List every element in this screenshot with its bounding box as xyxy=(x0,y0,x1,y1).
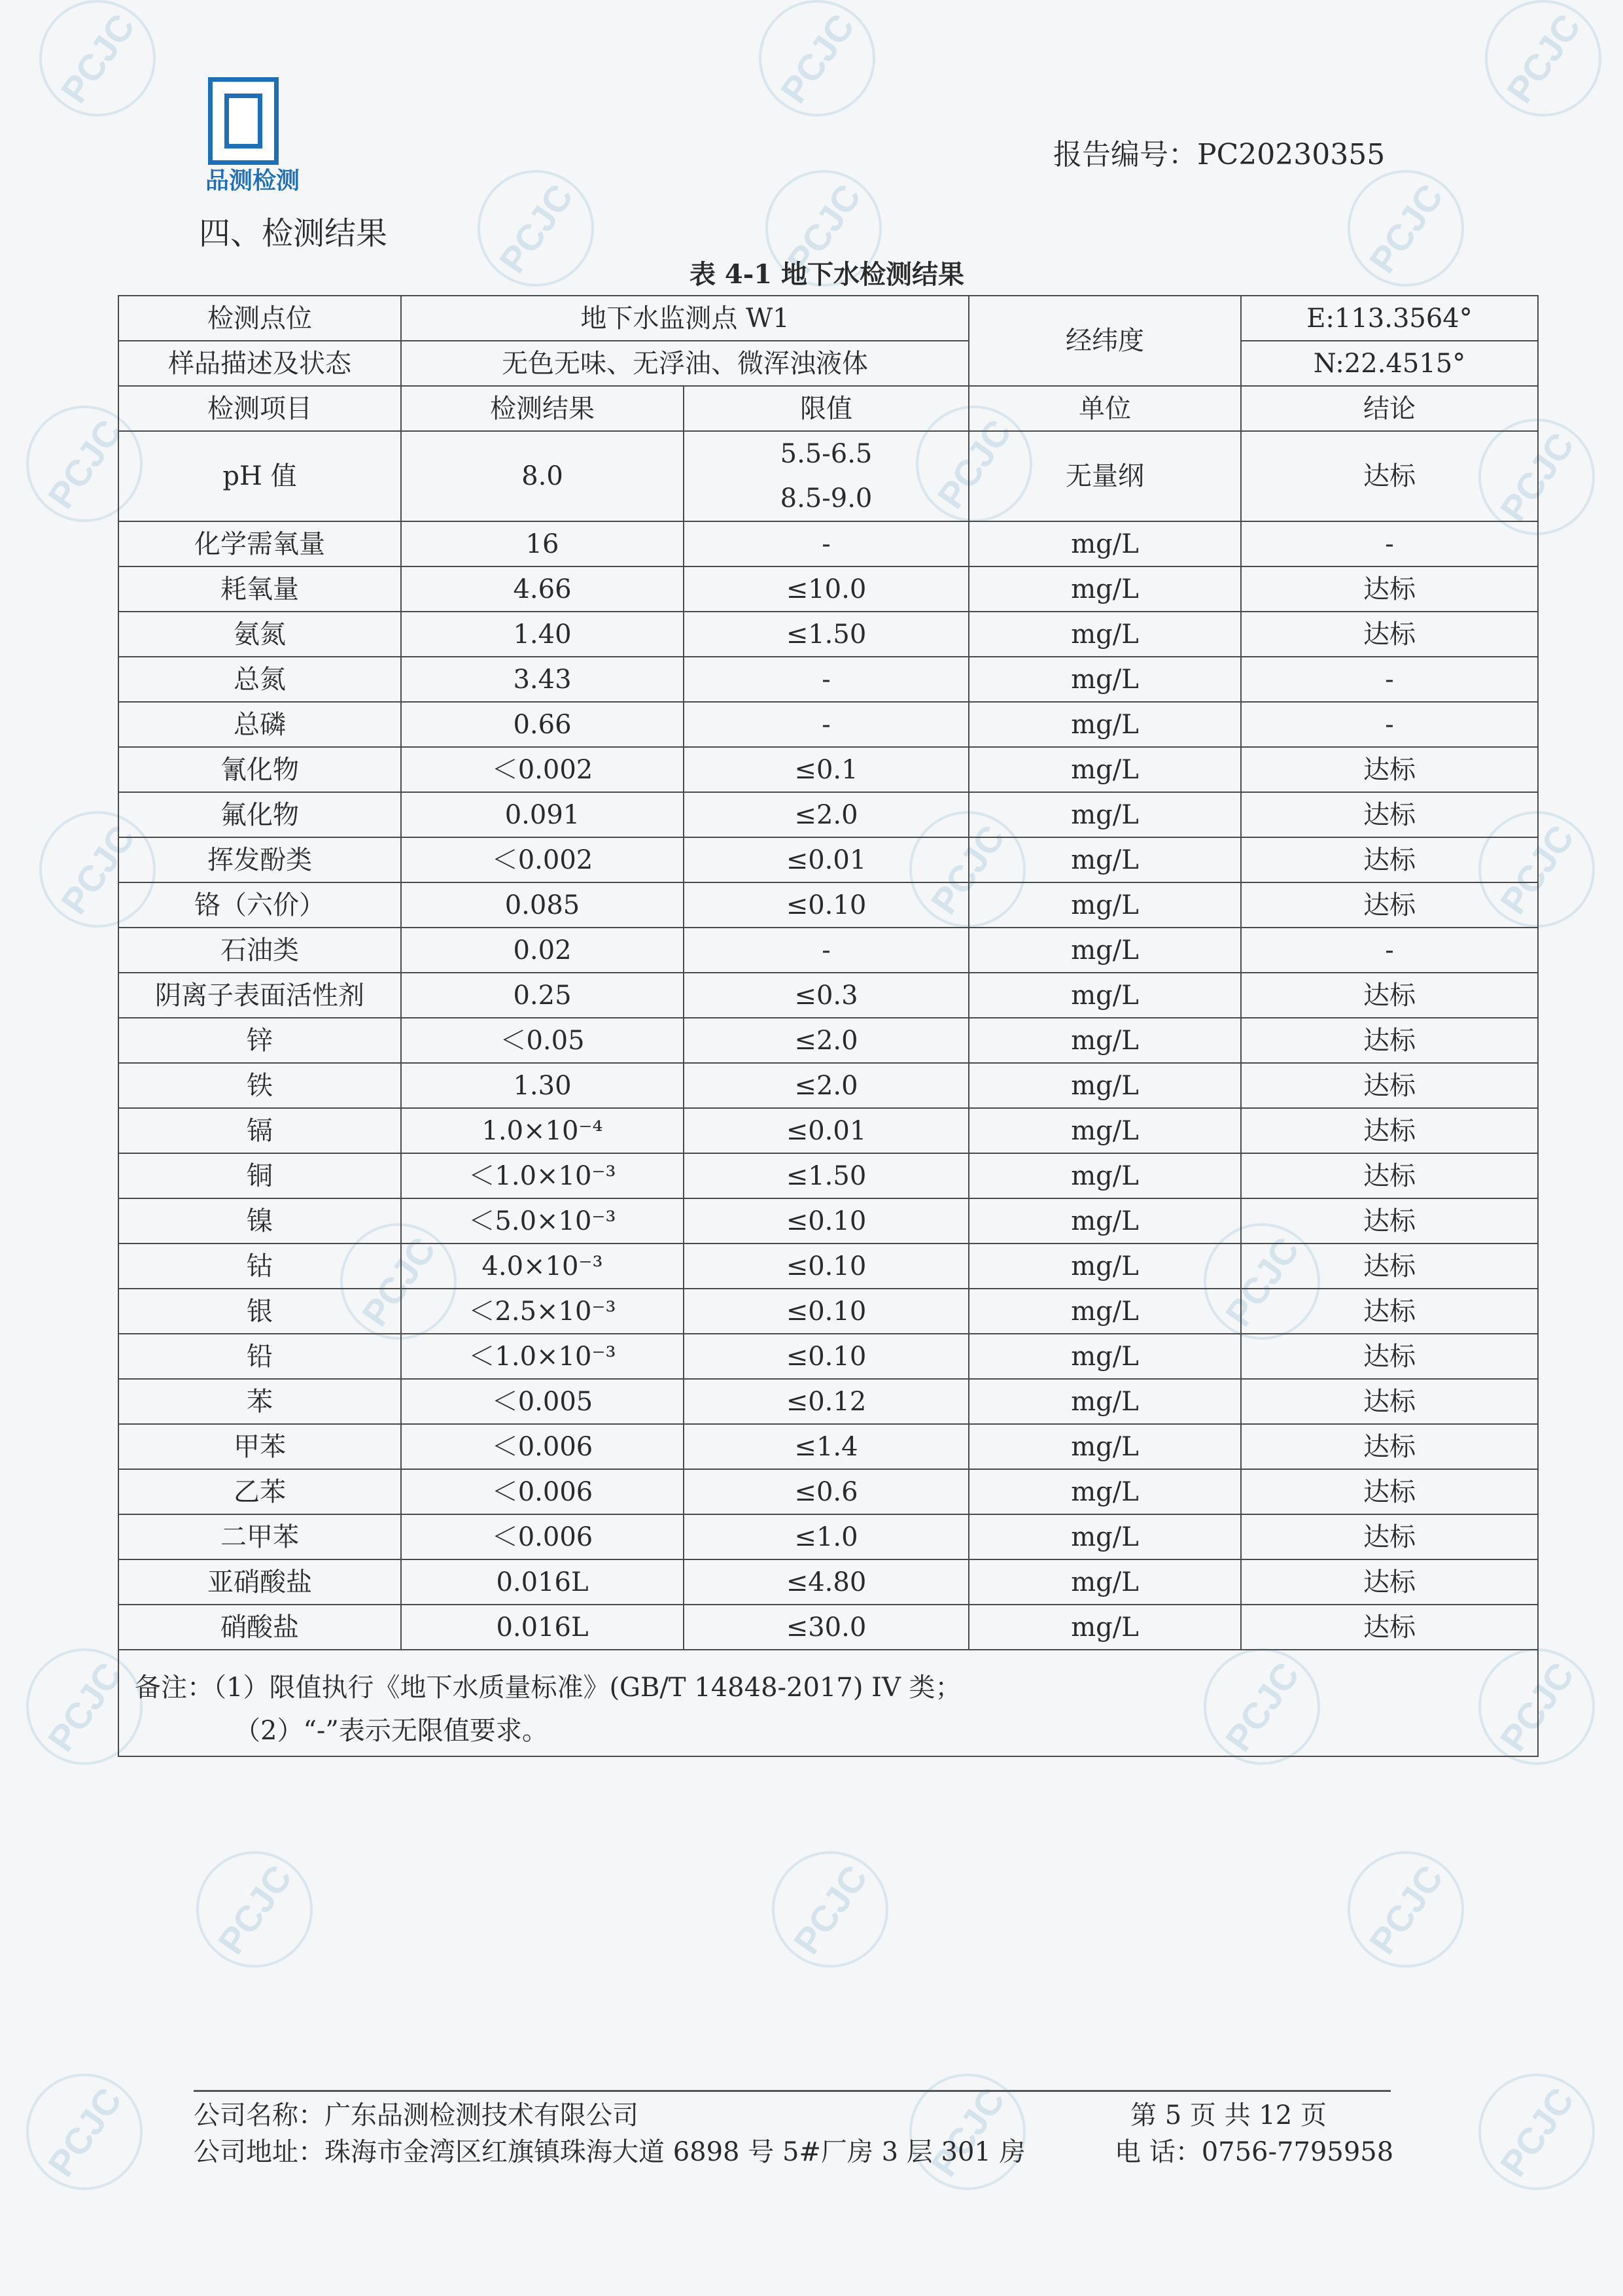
watermark-seal: PCJC xyxy=(16,788,179,950)
result-cell: 0.085 xyxy=(401,882,684,928)
limit-cell: ≤0.10 xyxy=(684,1244,969,1289)
item-cell: 氰化物 xyxy=(118,747,401,792)
limit-cell: ≤0.10 xyxy=(684,1289,969,1334)
conclusion-cell: 达标 xyxy=(1241,1605,1538,1650)
section-title: 四、检测结果 xyxy=(199,215,388,252)
table-row xyxy=(118,1063,1538,1108)
watermark-seal: PCJC xyxy=(317,1200,480,1363)
watermark-seal: PCJC xyxy=(1456,2051,1618,2213)
unit-cell: mg/L xyxy=(969,1198,1241,1244)
conclusion-cell: 达标 xyxy=(1241,1198,1538,1244)
watermark-seal: PCJC xyxy=(1456,396,1618,558)
result-cell: 1.30 xyxy=(401,1063,684,1108)
table-row xyxy=(118,837,1538,882)
point-label: 检测点位 xyxy=(118,296,401,341)
item-cell: 银 xyxy=(118,1289,401,1334)
table-row xyxy=(118,1108,1538,1153)
unit-cell: mg/L xyxy=(969,1289,1241,1334)
limit-cell: ≤0.01 xyxy=(684,1108,969,1153)
unit-cell: mg/L xyxy=(969,928,1241,973)
result-cell: ＜1.0×10⁻³ xyxy=(401,1153,684,1198)
result-cell: 0.02 xyxy=(401,928,684,973)
watermark-seal: PCJC xyxy=(749,1828,911,1991)
conclusion-cell: 达标 xyxy=(1241,837,1538,882)
unit-cell: mg/L xyxy=(969,1514,1241,1559)
info-row-sample xyxy=(118,341,1538,386)
result-cell: 0.25 xyxy=(401,973,684,1018)
unit-cell: mg/L xyxy=(969,837,1241,882)
table-row xyxy=(118,1379,1538,1424)
company-logo-icon xyxy=(208,77,279,165)
item-cell: 硝酸盐 xyxy=(118,1605,401,1650)
table-row xyxy=(118,1018,1538,1063)
table-row xyxy=(118,747,1538,792)
table-row xyxy=(118,521,1538,566)
conclusion-cell: 达标 xyxy=(1241,1063,1538,1108)
limit-cell: - xyxy=(684,702,969,747)
table-row xyxy=(118,431,1538,521)
footer-divider xyxy=(194,2090,1391,2092)
result-cell: 0.016L xyxy=(401,1605,684,1650)
item-cell: 乙苯 xyxy=(118,1469,401,1514)
item-cell: 镍 xyxy=(118,1198,401,1244)
watermark-seal: PCJC xyxy=(1325,1828,1487,1991)
table-row xyxy=(118,1559,1538,1605)
result-cell: ＜0.005 xyxy=(401,1379,684,1424)
table-row xyxy=(118,1198,1538,1244)
conclusion-cell: 达标 xyxy=(1241,973,1538,1018)
conclusion-cell: 达标 xyxy=(1241,1108,1538,1153)
limit-cell: ≤0.10 xyxy=(684,1334,969,1379)
limit-cell: ≤10.0 xyxy=(684,566,969,612)
table-row xyxy=(118,792,1538,837)
limit-cell: ≤1.50 xyxy=(684,612,969,657)
conclusion-cell: 达标 xyxy=(1241,792,1538,837)
note-line-1: 备注：（1）限值执行《地下水质量标准》(GB/T 14848-2017) IV 类； xyxy=(135,1673,962,1703)
item-cell: 铬（六价） xyxy=(118,882,401,928)
table-row xyxy=(118,612,1538,657)
item-cell: 锌 xyxy=(118,1018,401,1063)
conclusion-cell: 达标 xyxy=(1241,1469,1538,1514)
conclusion-cell: 达标 xyxy=(1241,566,1538,612)
limit-cell: ≤1.0 xyxy=(684,1514,969,1559)
unit-cell: mg/L xyxy=(969,1018,1241,1063)
unit-cell: mg/L xyxy=(969,973,1241,1018)
footer-page-number: 第 5 页 共 12 页 xyxy=(1130,2100,1327,2131)
unit-cell: mg/L xyxy=(969,1334,1241,1379)
unit-cell: mg/L xyxy=(969,1108,1241,1153)
limit-cell: ≤0.10 xyxy=(684,882,969,928)
column-header-row xyxy=(118,386,1538,431)
conclusion-cell: 达标 xyxy=(1241,1153,1538,1198)
watermark-seal: PCJC xyxy=(3,1626,166,1788)
conclusion-cell: - xyxy=(1241,521,1538,566)
item-cell: 化学需氧量 xyxy=(118,521,401,566)
watermark-seal: PCJC xyxy=(1325,147,1487,309)
result-cell: 0.66 xyxy=(401,702,684,747)
unit-cell: mg/L xyxy=(969,1469,1241,1514)
limit-cell: ≤1.4 xyxy=(684,1424,969,1469)
limit-cell: ≤0.12 xyxy=(684,1379,969,1424)
column-header: 单位 xyxy=(969,386,1241,431)
table-row xyxy=(118,1514,1538,1559)
item-cell: 氨氮 xyxy=(118,612,401,657)
item-cell: 甲苯 xyxy=(118,1424,401,1469)
notes-cell xyxy=(118,1650,1538,1756)
item-cell: 亚硝酸盐 xyxy=(118,1559,401,1605)
result-cell: ＜1.0×10⁻³ xyxy=(401,1334,684,1379)
info-row-point xyxy=(118,296,1538,341)
watermark-seal: PCJC xyxy=(16,0,179,139)
limit-cell: ≤1.50 xyxy=(684,1153,969,1198)
result-cell: 1.40 xyxy=(401,612,684,657)
unit-cell: mg/L xyxy=(969,882,1241,928)
conclusion-cell: - xyxy=(1241,702,1538,747)
result-cell: ＜0.006 xyxy=(401,1424,684,1469)
table-row xyxy=(118,1289,1538,1334)
report-number: 报告编号：PC20230355 xyxy=(1053,138,1386,171)
result-cell: 0.091 xyxy=(401,792,684,837)
sample-value: 无色无味、无浮油、微浑浊液体 xyxy=(401,341,969,386)
unit-cell: 无量纲 xyxy=(969,431,1241,521)
limit-range-acidic: 5.5-6.5 xyxy=(780,439,873,469)
watermark-seal: PCJC xyxy=(742,147,905,309)
watermark-seal: PCJC xyxy=(1462,0,1623,139)
unit-cell: mg/L xyxy=(969,702,1241,747)
point-value: 地下水监测点 W1 xyxy=(401,296,969,341)
result-cell: ＜2.5×10⁻³ xyxy=(401,1289,684,1334)
limit-cell: ≤2.0 xyxy=(684,1018,969,1063)
limit-cell: ≤0.10 xyxy=(684,1198,969,1244)
watermark-seal: PCJC xyxy=(886,2051,1049,2213)
watermark-seal: PCJC xyxy=(3,2051,166,2213)
conclusion-cell: 达标 xyxy=(1241,431,1538,521)
item-cell: pH 值 xyxy=(118,431,401,521)
watermark-seal: PCJC xyxy=(1456,788,1618,950)
table-row xyxy=(118,1605,1538,1650)
conclusion-cell: 达标 xyxy=(1241,1334,1538,1379)
watermark-seal: PCJC xyxy=(1181,1626,1343,1788)
unit-cell: mg/L xyxy=(969,747,1241,792)
watermark-seal: PCJC xyxy=(173,1828,336,1991)
item-cell: 钴 xyxy=(118,1244,401,1289)
unit-cell: mg/L xyxy=(969,1379,1241,1424)
result-cell: ＜0.006 xyxy=(401,1514,684,1559)
limit-cell: ≤0.3 xyxy=(684,973,969,1018)
result-cell: ＜0.05 xyxy=(401,1018,684,1063)
footer-company: 公司名称：广东品测检测技术有限公司 xyxy=(194,2100,638,2131)
table-row xyxy=(118,882,1538,928)
limit-cell: ≤0.01 xyxy=(684,837,969,882)
conclusion-cell: 达标 xyxy=(1241,1244,1538,1289)
unit-cell: mg/L xyxy=(969,792,1241,837)
item-cell: 氟化物 xyxy=(118,792,401,837)
table-row xyxy=(118,973,1538,1018)
limit-cell: ≤0.6 xyxy=(684,1469,969,1514)
limit-cell: - xyxy=(684,521,969,566)
table-row xyxy=(118,1153,1538,1198)
conclusion-cell: 达标 xyxy=(1241,612,1538,657)
conclusion-cell: 达标 xyxy=(1241,1018,1538,1063)
item-cell: 铜 xyxy=(118,1153,401,1198)
table-row xyxy=(118,566,1538,612)
limit-cell: ≤2.0 xyxy=(684,1063,969,1108)
table-title: 表 4-1 地下水检测结果 xyxy=(689,259,965,290)
item-cell: 镉 xyxy=(118,1108,401,1153)
note-line-2: （2）“-”表示无限值要求。 xyxy=(234,1716,548,1746)
result-cell: 8.0 xyxy=(401,431,684,521)
result-cell: ＜0.006 xyxy=(401,1469,684,1514)
item-cell: 二甲苯 xyxy=(118,1514,401,1559)
unit-cell: mg/L xyxy=(969,521,1241,566)
unit-cell: mg/L xyxy=(969,1063,1241,1108)
item-cell: 苯 xyxy=(118,1379,401,1424)
unit-cell: mg/L xyxy=(969,612,1241,657)
watermark-seal: PCJC xyxy=(3,383,166,545)
table-row xyxy=(118,1244,1538,1289)
conclusion-cell: 达标 xyxy=(1241,1514,1538,1559)
sample-label: 样品描述及状态 xyxy=(118,341,401,386)
limit-cell: ≤30.0 xyxy=(684,1605,969,1650)
column-header: 检测结果 xyxy=(401,386,684,431)
unit-cell: mg/L xyxy=(969,566,1241,612)
unit-cell: mg/L xyxy=(969,1424,1241,1469)
item-cell: 挥发酚类 xyxy=(118,837,401,882)
watermark-seal: PCJC xyxy=(736,0,898,139)
limit-cell: ≤2.0 xyxy=(684,792,969,837)
item-cell: 耗氧量 xyxy=(118,566,401,612)
footer-address: 公司地址：珠海市金湾区红旗镇珠海大道 6898 号 5#厂房 3 层 301 房 xyxy=(194,2137,1026,2167)
conclusion-cell: - xyxy=(1241,657,1538,702)
item-cell: 阴离子表面活性剂 xyxy=(118,973,401,1018)
conclusion-cell: - xyxy=(1241,928,1538,973)
item-cell: 总磷 xyxy=(118,702,401,747)
result-cell: ＜0.002 xyxy=(401,837,684,882)
table-row xyxy=(118,702,1538,747)
limit-cell xyxy=(684,431,969,521)
column-header: 结论 xyxy=(1241,386,1538,431)
latitude-value: N:22.4515° xyxy=(1241,341,1538,386)
conclusion-cell: 达标 xyxy=(1241,747,1538,792)
limit-cell: ≤0.1 xyxy=(684,747,969,792)
conclusion-cell: 达标 xyxy=(1241,1559,1538,1605)
item-cell: 石油类 xyxy=(118,928,401,973)
table-row xyxy=(118,1469,1538,1514)
result-cell: ＜0.002 xyxy=(401,747,684,792)
limit-cell: - xyxy=(684,657,969,702)
watermark-seal: PCJC xyxy=(893,383,1055,545)
result-cell: 1.0×10⁻⁴ xyxy=(401,1108,684,1153)
unit-cell: mg/L xyxy=(969,1153,1241,1198)
conclusion-cell: 达标 xyxy=(1241,882,1538,928)
result-cell: 4.66 xyxy=(401,566,684,612)
results-table xyxy=(118,295,1539,1757)
unit-cell: mg/L xyxy=(969,1559,1241,1605)
conclusion-cell: 达标 xyxy=(1241,1424,1538,1469)
footer-phone: 电 话：0756-7795958 xyxy=(1115,2137,1394,2167)
limit-cell: ≤4.80 xyxy=(684,1559,969,1605)
conclusion-cell: 达标 xyxy=(1241,1289,1538,1334)
watermark-seal: PCJC xyxy=(1181,1200,1343,1363)
result-cell: 3.43 xyxy=(401,657,684,702)
limit-range-alkaline: 8.5-9.0 xyxy=(780,483,873,513)
watermark-seal: PCJC xyxy=(886,788,1049,950)
table-row xyxy=(118,928,1538,973)
unit-cell: mg/L xyxy=(969,1244,1241,1289)
unit-cell: mg/L xyxy=(969,657,1241,702)
table-row xyxy=(118,1424,1538,1469)
notes-row xyxy=(118,1650,1538,1756)
unit-cell: mg/L xyxy=(969,1605,1241,1650)
longitude-value: E:113.3564° xyxy=(1241,296,1538,341)
logo-text: 品测检测 xyxy=(205,167,300,194)
result-cell: 4.0×10⁻³ xyxy=(401,1244,684,1289)
table-row xyxy=(118,657,1538,702)
result-cell: ＜5.0×10⁻³ xyxy=(401,1198,684,1244)
item-cell: 铁 xyxy=(118,1063,401,1108)
watermark-seal: PCJC xyxy=(455,147,617,309)
limit-cell: - xyxy=(684,928,969,973)
column-header: 限值 xyxy=(684,386,969,431)
column-header: 检测项目 xyxy=(118,386,401,431)
conclusion-cell: 达标 xyxy=(1241,1379,1538,1424)
item-cell: 铅 xyxy=(118,1334,401,1379)
table-row xyxy=(118,1334,1538,1379)
watermark-seal: PCJC xyxy=(1456,1626,1618,1788)
result-cell: 0.016L xyxy=(401,1559,684,1605)
lnglat-label: 经纬度 xyxy=(969,296,1241,386)
result-cell: 16 xyxy=(401,521,684,566)
item-cell: 总氮 xyxy=(118,657,401,702)
